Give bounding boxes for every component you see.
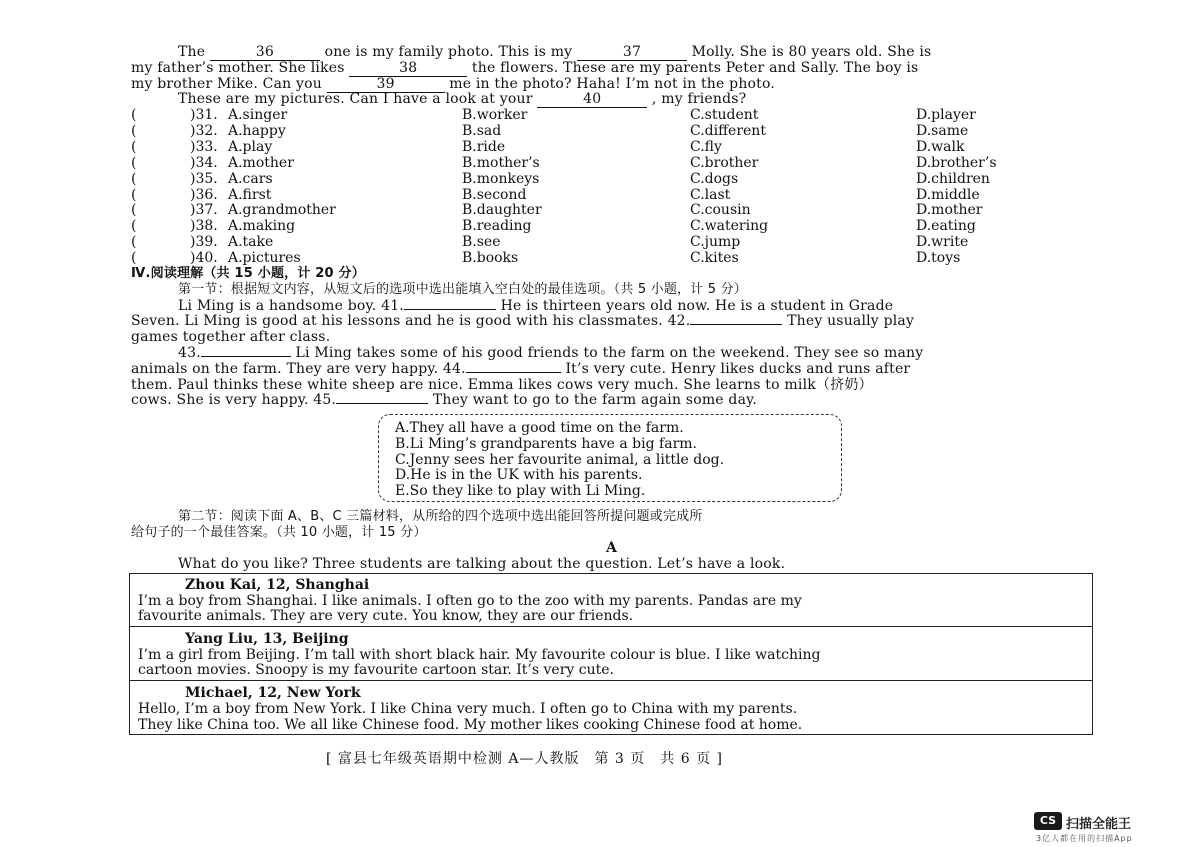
option-c: C.kites [690,250,739,267]
reading-line-2: Seven. Li Ming is good at his lessons and he is good with his classmates. 42. They usually play [131,313,915,329]
question-number: )40. [190,250,218,267]
answer-paren: ( [131,122,137,139]
watermark-brand: 扫描全能王 [1066,817,1132,832]
reading-line-3: games together after class. [131,329,331,345]
answer-paren: ( [131,234,137,251]
table-row [130,681,1092,733]
passage-a-heading: A [606,540,618,556]
option-b: B.daughter [462,202,542,219]
student-text-line: I’m a boy from Shanghai. I like animals. I often go to the zoo with my parents. Pandas are my [138,593,802,609]
question-number: )31. [190,107,218,123]
reading-line-1: Li Ming is a handsome boy. 41. He is thirteen years old now. He is a student in Grade [178,298,894,314]
question-number: )34. [190,154,218,171]
option-c: C.jump [690,234,741,251]
option-b: B.reading [462,218,532,235]
option-b: B.books [462,250,519,267]
student-name: Zhou Kai, 12, Shanghai [185,577,370,593]
students-table [129,573,1093,735]
table-row [130,574,1092,627]
question-number: )33. [190,138,218,155]
option-b: B.mother’s [462,154,540,171]
watermark-slogan: 3亿人都在用的扫描App [1036,834,1133,843]
question-number: )38. [190,218,218,235]
blank-38: 38 [349,60,467,77]
option-c: C.fly [690,138,722,155]
student-text-line: favourite animals. They are very cute. You know, they are our friends. [138,608,634,624]
reading-line-4: 43. Li Ming takes some of his good friends to the farm on the weekend. They see so many [178,345,924,361]
option-e: E.So they like to play with Li Ming. [395,483,646,499]
blank-42 [690,324,782,325]
blank-43 [201,356,291,357]
part1-instruction: 第一节：根据短文内容，从短文后的选项中选出能填入空白处的最佳选项。（共 5 小题，计 5 分） [178,282,747,297]
answer-paren: ( [131,170,137,187]
option-a: A.first [228,186,272,203]
option-c: C.brother [690,154,759,171]
question-number: )35. [190,170,218,187]
blank-36: 36 [210,44,320,61]
option-d: D.toys [916,250,961,267]
option-a: A.mother [228,154,294,171]
reading-line-6: them. Paul thinks these white sheep are nice. Emma likes cows very much. She learns to milk（挤奶） [131,377,873,393]
option-b: B.monkeys [462,170,540,187]
answer-paren: ( [131,186,137,203]
option-b: B.see [462,234,501,251]
option-b: B.worker [462,107,528,123]
options-box [378,414,842,502]
answer-paren: ( [131,154,137,171]
page-footer: [ 富县七年级英语期中检测 A—人教版 第 3 页 共 6 页 ] [326,751,723,767]
student-text-line: I’m a girl from Beijing. I’m tall with short black hair. My favourite colour is blue. I like watching [138,647,821,663]
question-number: )32. [190,122,218,139]
option-b: B.ride [462,138,506,155]
option-a: A.take [228,234,274,251]
reading-line-7: cows. She is very happy. 45. They want to go to the farm again some day. [131,392,758,408]
student-name: Michael, 12, New York [185,685,361,701]
blank-45 [336,403,428,404]
option-b: B.Li Ming’s grandparents have a big farm. [395,436,697,452]
option-a: A.grandmother [228,202,336,219]
option-d: D.children [916,170,990,187]
passage-line-2: my father’s mother. She likes 38 the flowers. These are my parents Peter and Sally. The boy is [131,60,919,76]
answer-paren: ( [131,138,137,155]
option-c: C.Jenny sees her favourite animal, a little dog. [395,452,725,468]
option-d: D.walk [916,138,965,155]
option-c: C.different [690,122,766,139]
student-text-line: They like China too. We all like Chinese food. My mother likes cooking Chinese food at home. [138,717,803,733]
option-a: A.pictures [228,250,301,267]
question-number: )37. [190,202,218,219]
question-number: )39. [190,234,218,251]
passage-line-4: These are my pictures. Can I have a look at your 40 , my friends? [178,91,747,107]
answer-paren: ( [131,250,137,267]
student-text-line: Hello, I’m a boy from New York. I like China very much. I often go to China with my parents. [138,701,798,717]
option-d: D.player [916,107,976,123]
option-c: C.dogs [690,170,739,187]
answer-paren: ( [131,202,137,219]
option-d: D.eating [916,218,976,235]
blank-40: 40 [537,91,647,108]
option-c: C.watering [690,218,769,235]
option-d: D.mother [916,202,983,219]
passage-line-1: The 36 one is my family photo. This is my 37 Molly. She is 80 years old. She is [178,44,932,60]
option-b: B.second [462,186,527,203]
blank-39: 39 [327,76,445,93]
option-b: B.sad [462,122,502,139]
option-a: A.play [228,138,273,155]
passage-line-3: my brother Mike. Can you 39 me in the photo? Haha! I’m not in the photo. [131,76,776,92]
part2-instruction-1: 第二节：阅读下面 A、B、C 三篇材料，从所给的四个选项中选出能回答所提问题或完成所 [178,509,703,524]
passage-a-intro: What do you like? Three students are talking about the question. Let’s have a look. [178,556,786,572]
reading-line-5: animals on the farm. They are very happy. 44. It’s very cute. Henry likes ducks and runs after [131,361,911,377]
part2-instruction-2: 给句子的一个最佳答案。（共 10 小题，计 15 分） [131,525,427,540]
blank-41 [404,309,496,310]
scanner-watermark [1034,812,1184,842]
student-name: Yang Liu, 13, Beijing [185,631,349,647]
option-d: D.write [916,234,969,251]
answer-paren: ( [131,218,137,235]
blank-37: 37 [577,44,687,61]
answer-paren: ( [131,107,137,123]
blank-44 [466,372,561,373]
option-c: C.last [690,186,731,203]
option-a: A.happy [228,122,286,139]
option-a: A.singer [228,107,288,123]
option-c: C.student [690,107,759,123]
option-d: D.middle [916,186,980,203]
option-d: D.brother’s [916,154,997,171]
question-number: )36. [190,186,218,203]
option-a: A.making [228,218,296,235]
option-c: C.cousin [690,202,751,219]
option-d: D.same [916,122,969,139]
option-a: A.They all have a good time on the farm. [395,420,684,436]
section-title: Ⅳ.阅读理解（共 15 小题，计 20 分） [131,266,365,281]
student-text-line: cartoon movies. Snoopy is my favourite cartoon star. It’s very cute. [138,662,614,678]
option-d: D.He is in the UK with his parents. [395,467,643,483]
table-row [130,627,1092,681]
option-a: A.cars [228,170,273,187]
camscanner-logo-icon: CS [1034,812,1062,830]
